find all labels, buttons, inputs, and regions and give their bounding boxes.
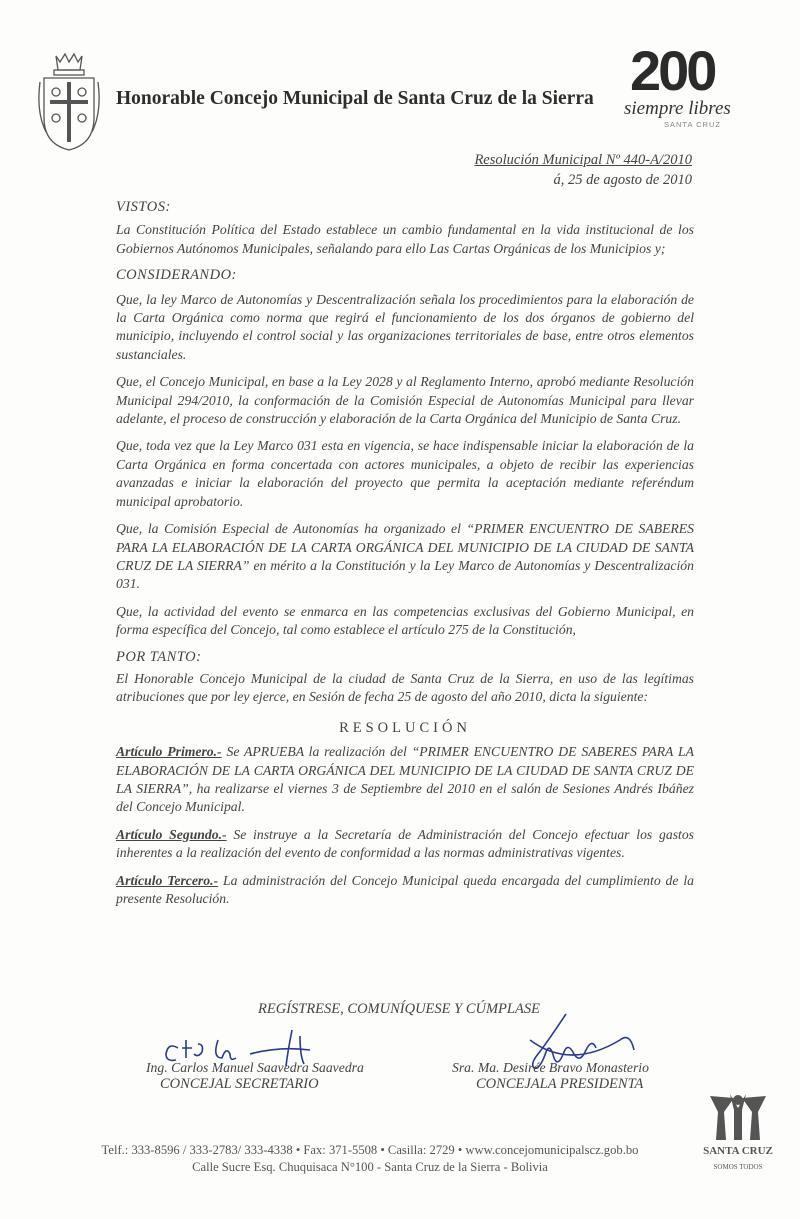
bicentennial-logo-number: 200 (630, 39, 715, 102)
right-signer-role: CONCEJALA PRESIDENTA (476, 1076, 644, 1092)
portanto-heading: POR TANTO: (116, 648, 202, 665)
vistos-text: La Constitución Política del Estado establece un cambio fundamental en la vida institucional de los Gobiernos Autónomos Municipales, señalando para ello Las Cartas Orgánicas de los Municipios y; (116, 222, 694, 256)
considerando-paragraph-1: Que, la ley Marco de Autonomías y Descentralización señala los procedimientos para la elaboración de la Carta Orgánica como norma que regirá el funcionamiento de los dos órganos de gobierno del municipio, incluyendo el control social y las organizaciones territoriales de base, entre otros elementos sustanciales. (116, 291, 694, 362)
considerando-paragraph-5: Que, la actividad del evento se enmarca en las competencias exclusivas del Gobierno Municipal, en forma específica del Concejo, tal como establece el artículo 275 de la Constitución, (116, 603, 694, 638)
resolucion-heading: RESOLUCIÓN (339, 719, 471, 736)
article-third-text: La administración del Concejo Municipal queda encargada del cumplimiento de la presente Resolución. (116, 872, 695, 906)
article-first (116, 743, 694, 817)
bicentennial-logo-script: siempre libres (624, 98, 731, 119)
santa-cruz-logo-sub: SOMOS TODOS (713, 1163, 763, 1171)
considerando-heading: CONSIDERANDO: (116, 267, 237, 284)
right-signer-name: Sra. Ma. Desirée Bravo Monasterio (452, 1060, 649, 1075)
footer-contact: Telf.: 333-8596 / 333-2783/ 333-4338 • Fax: 371-5508 • Casilla: 2729 • www.concejomunicipalscz.gob.bo (101, 1143, 639, 1157)
article-first-text: Se APRUEBA la realización del “PRIMER ENCUENTRO DE SABERES PARA LA ELABORACIÓN DE LA CARTA ORGÁNICA DEL MUNICIPIO DE LA CIUDAD DE SANTA CRUZ DE LA SIERRA”, ha realizarse el viernes 3 de Septiembre del 2010 en el salón de Sesiones Andrés Ibáñez del Concejo Municipal. (116, 744, 694, 815)
article-second (116, 826, 694, 863)
considerando-paragraph-4: Que, la Comisión Especial de Autonomías ha organizado el “PRIMER ENCUENTRO DE SABERES PARA LA ELABORACIÓN DE LA CARTA ORGÁNICA DEL MUNICIPIO DE LA CIUDAD DE SANTA CRUZ DE LA SIERRA” en mérito a la Constitución y la Ley Marco de Autonomías y Descentralización 031. (116, 521, 694, 592)
article-second-label: Artículo Segundo.- (116, 826, 227, 842)
footer-address: Calle Sucre Esq. Chuquisaca N°100 - Santa Cruz de la Sierra - Bolivia (192, 1160, 548, 1174)
bicentennial-logo-small: SANTA CRUZ (664, 120, 721, 129)
left-signer-role: CONCEJAL SECRETARIO (160, 1076, 319, 1092)
article-second-text: Se instruye a la Secretaría de Administración del Concejo efectuar los gastos inherentes a la realización del evento de conformidad a las normas administrativas vigentes. (116, 826, 694, 861)
article-first-label: Artículo Primero.- (116, 744, 222, 760)
council-title: Honorable Concejo Municipal de Santa Cruz de la Sierra (116, 88, 594, 109)
portanto-text: El Honorable Concejo Municipal de la ciudad de Santa Cruz de la Sierra, en uso de las legítimas atribuciones que por ley ejerce, en Sesión de fecha 25 de agosto del año 2010, dicta la siguiente: (116, 670, 694, 705)
article-third (116, 872, 694, 909)
resolution-body (116, 196, 694, 908)
santa-cruz-logo-name: SANTA CRUZ (703, 1145, 773, 1157)
considerando-paragraph-3: Que, toda vez que la Ley Marco 031 esta en vigencia, se hace indispensable iniciar la elaboración de la Carta Orgánica en forma concertada con actores municipales, a objeto de recibir las experiencias avanzadas e iniciar la elaboración del proyecto que permita la aceptación mediante referéndum municipal aprobatorio. (116, 438, 694, 509)
left-signer-name: Ing. Carlos Manuel Saavedra Saavedra (146, 1060, 364, 1075)
coat-of-arms-icon (36, 52, 102, 154)
registrese-text: REGÍSTRESE, COMUNÍQUESE Y CÚMPLASE (258, 1001, 540, 1017)
article-third-label: Artículo Tercero.- (116, 872, 219, 888)
resolution-number: Resolución Municipal Nº 440-A/2010 (474, 152, 692, 168)
considerando-paragraph-2: Que, el Concejo Municipal, en base a la Ley 2028 y al Reglamento Interno, aprobó mediante Resolución Municipal 294/2010, la conformación de la Comisión Especial de Autonomías Municipal para llevar adelante, el proceso de construcción y elaboración de la Carta Orgánica del Municipio de Santa Cruz. (116, 374, 694, 427)
vistos-heading: VISTOS: (116, 199, 171, 215)
resolution-date: á, 25 de agosto de 2010 (553, 172, 692, 188)
